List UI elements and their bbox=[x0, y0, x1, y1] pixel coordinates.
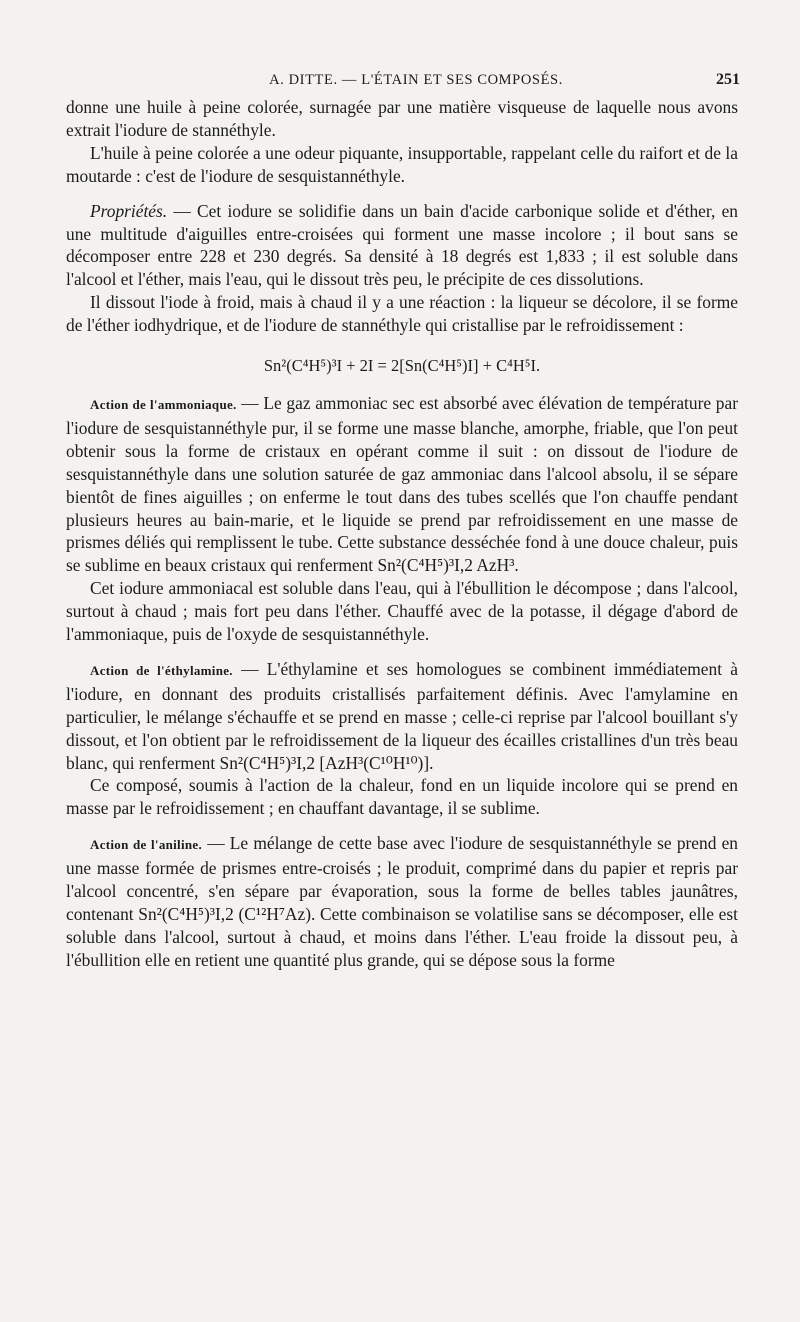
paragraph-8: Ce composé, soumis à l'action de la chaleur, fond en un liquide incolore qui se prend en masse par le refroidissement ; en chauffant davantage, il se sublime. bbox=[66, 775, 738, 819]
paragraph-3-text: — Cet iodure se solidifie dans un bain d'acide carbonique solide et d'éther, en une multitude d'aiguilles entre-croisées qui forment une masse incolore ; il bout sans se décomposer entre 228 et 230 degrés. Sa densité à 18 degrés est 1,833 ; il est soluble dans l'alcool et l'éther, mais l'eau, qui le dissout très peu, le précipite de ces dissolutions. bbox=[66, 200, 738, 290]
paragraph-2: L'huile à peine colorée a une odeur piquante, insupportable, rappelant celle du raifort et de la moutarde : c'est de l'iodure de sesquistannéthyle. bbox=[66, 142, 738, 186]
paragraph-4: Il dissout l'iode à froid, mais à chaud il y a une réaction : la liqueur se décolore, il se forme de l'éther iodhydrique, et de l'iodure de stannéthyle qui cristallise par le refroidissement : bbox=[66, 292, 738, 336]
paragraph-proprietes bbox=[66, 200, 738, 292]
body-text bbox=[66, 96, 738, 972]
paragraph-5-text: — Le gaz ammoniac sec est absorbé avec élévation de température par l'iodure de sesquistannéthyle pur, il se forme une masse blanche, amorphe, friable, que l'on peut obtenir sous la forme de cristaux en opérant comme il suit : on dissout de l'iodure de sesquistannéthyle dans une solution saturée de gaz ammoniac dans l'alcool absolu, il se sépare bientôt de fines aiguilles ; on enferme le tout dans des tubes scellés que l'on chauffe pendant plusieurs heures au bain-marie, et le liquide se prend par refroidissement en une masse de prismes déliés qui remplissent le tube. Cette substance desséchée fond à une douce chaleur, puis se sublime en beaux cristaux qui renferment Sn²(C⁴H⁵)³I,2 AzH³. bbox=[66, 392, 738, 576]
paragraph-9-text: — Le mélange de cette base avec l'iodure de sesquistannéthyle se prend en une masse formée de prismes entre-croisés ; le produit, comprimé dans du papier et repris par l'alcool concentré, s'en sépare par évaporation, sous la forme de belles tables jaunâtres, contenant Sn²(C⁴H⁵)³I,2 (C¹²H⁷Az). Cette combinaison se volatilise sans se décomposer, elle est soluble dans l'alcool, surtout à chaud, et moins dans l'éther. L'eau froide la dissout peu, à l'ébullition elle en retient une quantité plus grande, qui se dépose sous la forme bbox=[66, 833, 739, 970]
paragraph-ammoniaque bbox=[66, 392, 738, 577]
runin-proprietes: Propriétés. bbox=[90, 200, 168, 221]
paragraph-6: Cet iodure ammoniacal est soluble dans l'eau, qui à l'ébullition le décompose ; dans l'alcool, surtout à chaud ; mais fort peu dans l'éther. Chauffé avec de la potasse, il dégage d'abord de l'ammoniaque, puis de l'oxyde de sesquistannéthyle. bbox=[66, 578, 738, 645]
equation: Sn²(C⁴H⁵)³I + 2I = 2[Sn(C⁴H⁵)I] + C⁴H⁵I. bbox=[263, 356, 541, 376]
heading-ammoniaque: Action de l'ammoniaque. bbox=[90, 396, 237, 412]
heading-aniline: Action de l'aniline. bbox=[90, 837, 203, 853]
paragraph-1: donne une huile à peine colorée, surnagée par une matière visqueuse de laquelle nous avons extrait l'iodure de stannéthyle. bbox=[66, 97, 738, 140]
paragraph-aniline bbox=[66, 832, 738, 971]
paragraph-ethylamine bbox=[66, 658, 738, 775]
paragraph-7-text: — L'éthylamine et ses homologues se combinent immédiatement à l'iodure, en donnant des produits cristallisés parfaitement définis. Avec l'amylamine en particulier, le mélange s'échauffe et se prend en masse ; celle-ci reprise par l'alcool bouillant s'y dissout, et l'on obtient par le refroidissement de la liqueur des écailles cristallines d'un très beau blanc, qui renferment Sn²(C⁴H⁵)³I,2 [AzH³(C¹⁰H¹⁰)]. bbox=[66, 658, 738, 773]
page-header bbox=[66, 71, 740, 97]
heading-ethylamine: Action de l'éthylamine. bbox=[90, 662, 233, 678]
running-title: A. DITTE. — L'ÉTAIN ET SES COMPOSÉS. bbox=[269, 72, 563, 88]
page-number: 251 bbox=[716, 71, 740, 88]
